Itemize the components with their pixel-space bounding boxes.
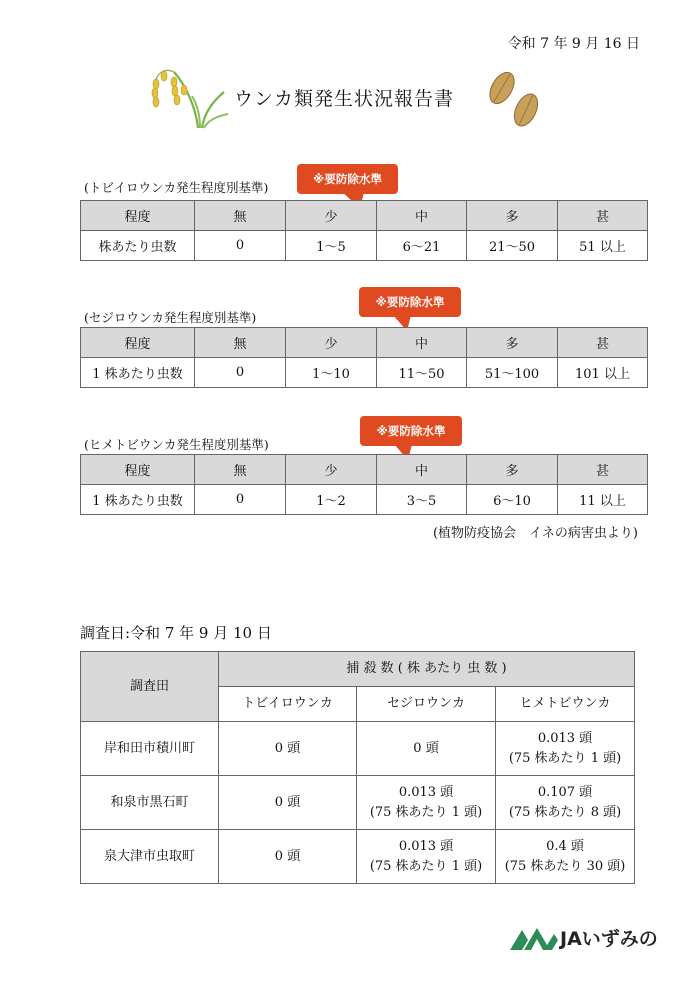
count-value: 0 頭 — [413, 740, 439, 756]
survey-date: 調査日:令和 7 年 9 月 10 日 — [80, 624, 272, 642]
table-cell: 少 — [286, 201, 377, 231]
species-header: トビイロウンカ — [219, 687, 357, 722]
table-cell: 1～10 — [286, 358, 377, 388]
count-detail: (75 株あたり 1 頭) — [369, 858, 483, 874]
table-cell — [496, 776, 635, 830]
table-cell: 6～10 — [467, 485, 558, 515]
table-cell: 程度 — [81, 201, 195, 231]
report-title: ウンカ類発生状況報告書 — [233, 88, 454, 110]
control-level-marker: ※要防除水準 — [297, 164, 398, 194]
count-value: 0.013 頭 — [398, 838, 454, 854]
species-header: セジロウンカ — [357, 687, 496, 722]
table-row — [81, 231, 648, 261]
table-cell: 中 — [377, 328, 467, 358]
table-cell: 甚 — [558, 201, 648, 231]
table-header-row — [81, 652, 635, 687]
field-name: 泉大津市虫取町 — [81, 830, 219, 884]
table-caption-tobiiro: (トビイロウンカ発生程度別基準) — [84, 180, 269, 195]
table-cell: 11～50 — [377, 358, 467, 388]
table-cell: 無 — [195, 201, 286, 231]
table-cell: 1 株あたり虫数 — [81, 485, 195, 515]
table-cell: 1 株あたり虫数 — [81, 358, 195, 388]
table-cell: 21～50 — [467, 231, 558, 261]
ja-logo-icon — [510, 926, 558, 950]
table-cell: 少 — [286, 455, 377, 485]
table-cell: 多 — [467, 328, 558, 358]
count-detail: (75 株あたり 1 頭) — [508, 750, 622, 766]
table-caption-sejiro: (セジロウンカ発生程度別基準) — [84, 310, 257, 325]
table-cell: 0 — [195, 358, 286, 388]
table-cell: 多 — [467, 201, 558, 231]
count-value: 0.013 頭 — [398, 784, 454, 800]
criteria-table-sejiro — [80, 327, 648, 388]
count-value: 0 頭 — [274, 848, 301, 864]
count-detail: (75 株あたり 1 頭) — [369, 804, 483, 820]
control-level-marker: ※要防除水準 — [360, 416, 462, 446]
table-cell — [496, 830, 635, 884]
table-cell: 1～2 — [286, 485, 377, 515]
table-header-row — [81, 455, 648, 485]
count-value: 0 頭 — [274, 794, 301, 810]
count-value: 0.4 頭 — [546, 838, 584, 854]
count-value: 0 頭 — [274, 740, 301, 756]
table-cell — [357, 830, 496, 884]
table-cell: 中 — [377, 455, 467, 485]
source-note: (植物防疫協会 イネの病害虫より) — [432, 526, 638, 541]
table-cell: 少 — [286, 328, 377, 358]
capture-results-table — [80, 651, 635, 884]
group-header: 捕 殺 数 ( 株 あたり 虫 数 ) — [219, 652, 635, 687]
table-cell — [219, 776, 357, 830]
table-cell — [219, 722, 357, 776]
criteria-table-himetobi — [80, 454, 648, 515]
count-detail: (75 株あたり 8 頭) — [508, 804, 622, 820]
table-cell — [357, 722, 496, 776]
table-row — [81, 722, 635, 776]
table-cell: 株あたり虫数 — [81, 231, 195, 261]
count-detail: (75 株あたり 30 頭) — [504, 858, 626, 874]
table-cell: 51～100 — [467, 358, 558, 388]
table-header-row — [81, 328, 648, 358]
count-value: 0.107 頭 — [537, 784, 593, 800]
field-name: 和泉市黒石町 — [81, 776, 219, 830]
report-date: 令和 7 年 9 月 16 日 — [507, 36, 640, 52]
table-row — [81, 776, 635, 830]
table-cell: 甚 — [558, 328, 648, 358]
table-cell: 11 以上 — [558, 485, 648, 515]
table-row — [81, 358, 648, 388]
table-cell — [219, 830, 357, 884]
count-value: 0.013 頭 — [537, 730, 593, 746]
table-caption-himetobi: (ヒメトビウンカ発生程度別基準) — [84, 437, 269, 452]
table-cell: 3～5 — [377, 485, 467, 515]
table-cell: 101 以上 — [558, 358, 648, 388]
table-cell: 程度 — [81, 328, 195, 358]
table-cell: 0 — [195, 231, 286, 261]
table-cell: 甚 — [558, 455, 648, 485]
table-cell: 程度 — [81, 455, 195, 485]
table-row — [81, 830, 635, 884]
table-row — [81, 485, 648, 515]
table-cell — [496, 722, 635, 776]
field-name: 岸和田市積川町 — [81, 722, 219, 776]
table-cell: 多 — [467, 455, 558, 485]
table-header-row — [81, 201, 648, 231]
table-cell: 6～21 — [377, 231, 467, 261]
table-cell — [357, 776, 496, 830]
field-header: 調査田 — [81, 652, 219, 722]
table-cell: 無 — [195, 455, 286, 485]
table-cell: 0 — [195, 485, 286, 515]
control-level-marker: ※要防除水準 — [359, 287, 461, 317]
ja-logo-text: JAいずみの — [560, 928, 658, 950]
criteria-table-tobiiro — [80, 200, 648, 261]
table-cell: 51 以上 — [558, 231, 648, 261]
species-header: ヒメトビウンカ — [496, 687, 635, 722]
seeds-icon — [486, 66, 546, 132]
table-cell: 中 — [377, 201, 467, 231]
table-cell: 無 — [195, 328, 286, 358]
table-cell: 1～5 — [286, 231, 377, 261]
